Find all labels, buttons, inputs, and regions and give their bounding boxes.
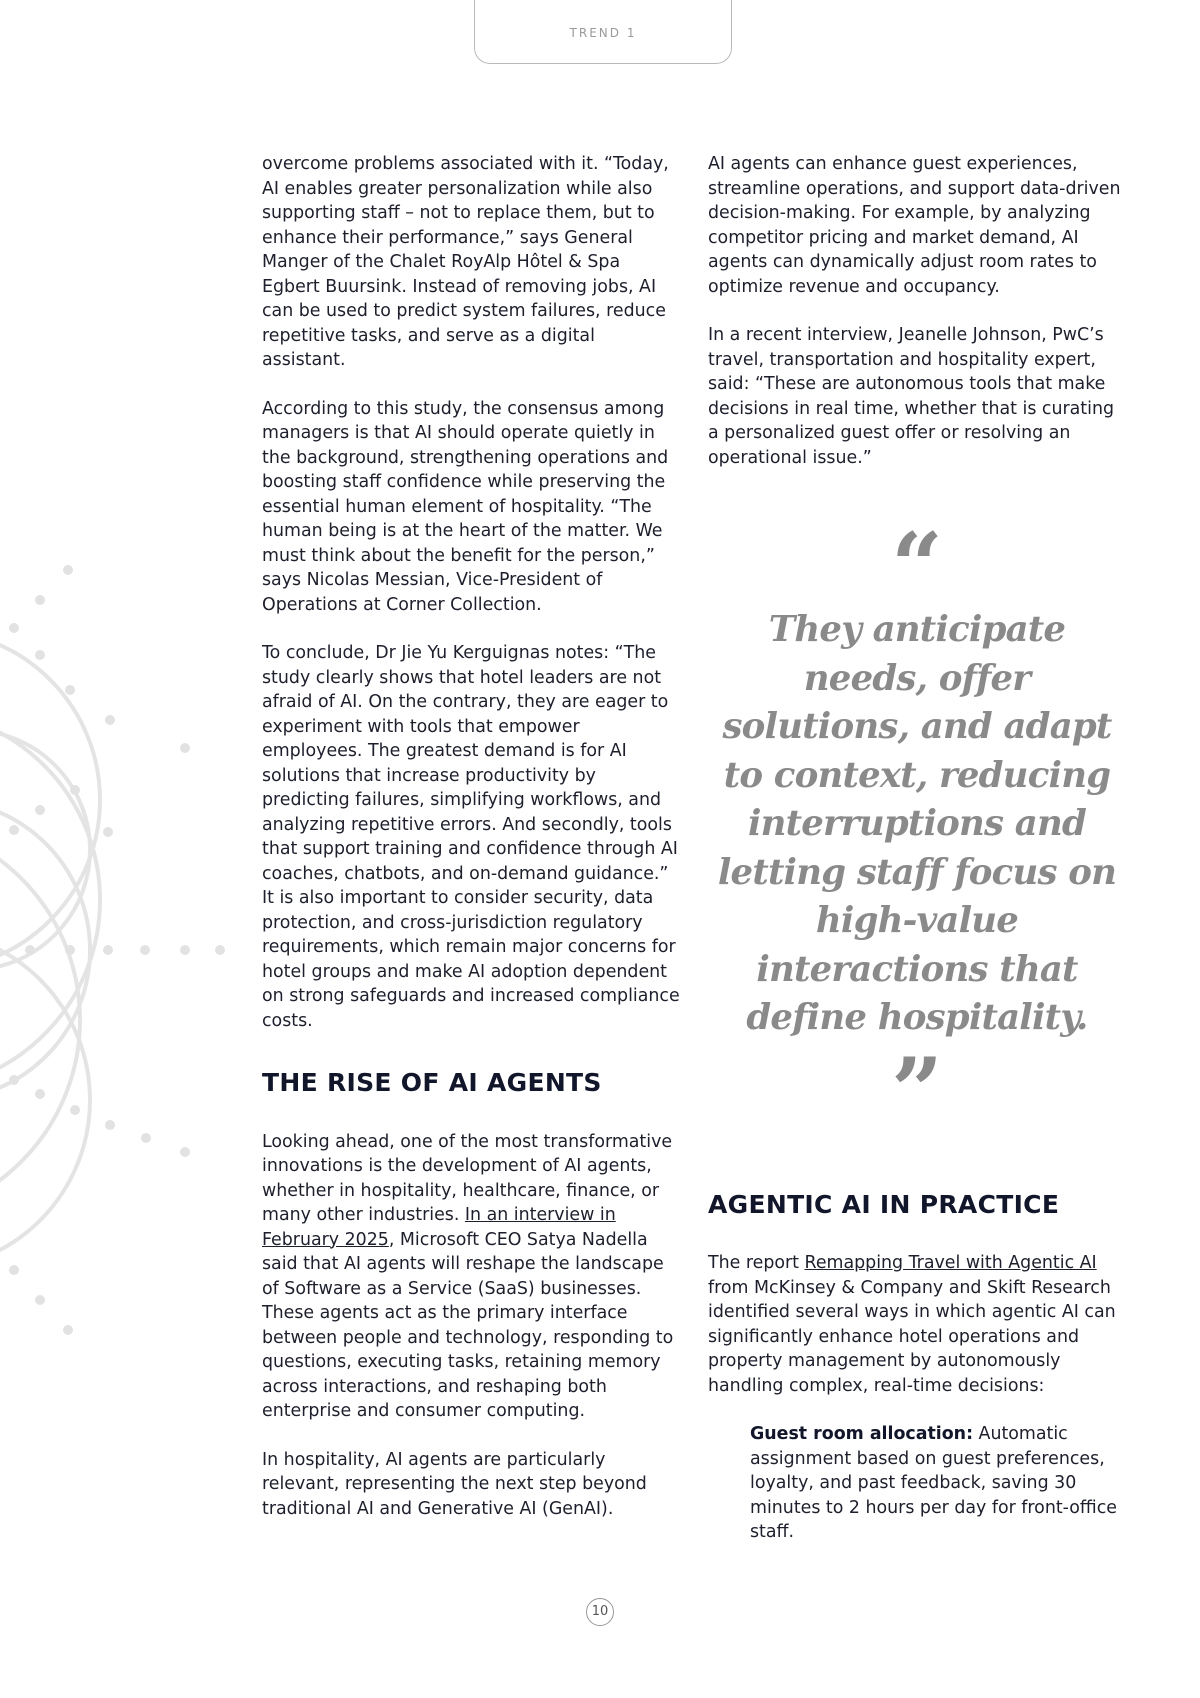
right-paragraph-3-end: from McKinsey & Company and Skift Research identified several ways in which agentic AI can significantly enhance hotel operations and property management by autonomously handling complex, real-time decisions: bbox=[708, 1277, 1116, 1396]
decorative-circles-graphic bbox=[0, 0, 240, 1400]
left-paragraph-4-start: Looking ahead, one of the most transformative innovations is the development of AI agents, whether in hospitality, healthcare, finance, or many other industries. bbox=[262, 1131, 673, 1225]
right-paragraph-3-start: The report bbox=[708, 1253, 805, 1273]
section-tab-label: TREND 1 bbox=[569, 26, 637, 40]
right-paragraph-2: In a recent interview, Jeanelle Johnson, PwC’s travel, transportation and hospitality expert, said: “These are autonomous tools that make decisions in real time, whether that is curating a personalized guest offer or resolving an operational issue.” bbox=[708, 325, 1115, 468]
open-quote-mark: “ bbox=[891, 513, 943, 619]
right-column bbox=[708, 152, 1126, 1569]
item-label: Guest room allocation: bbox=[750, 1424, 974, 1444]
close-quote-mark: ” bbox=[891, 1037, 943, 1144]
left-paragraph-4-end: , Microsoft CEO Satya Nadella said that AI agents will reshape the landscape of Software as a Service (SaaS) businesses. These agents act as the primary interface between people and technology, responding to questions, executing tasks, retaining memory across interactions, and reshaping both enterprise and consumer computing. bbox=[262, 1229, 674, 1421]
heading-agentic-ai-in-practice: AGENTIC AI IN PRACTICE bbox=[708, 1189, 1060, 1219]
left-paragraph-4 bbox=[262, 1130, 680, 1424]
page-number: 10 bbox=[586, 1598, 614, 1626]
left-paragraph-2: According to this study, the consensus among managers is that AI should operate quietly in the background, strengthening operations and boosting staff confidence while preserving the essential human element of hospitality. “The human being is at the heart of the matter. We must think about the benefit for the person,” says Nicolas Messian, Vice-President of Operations at Corner Collection. bbox=[262, 398, 669, 615]
left-paragraph-3: To conclude, Dr Jie Yu Kerguignas notes: “The study clearly shows that hotel leaders are not afraid of AI. On the contrary, they are eager to experiment with tools that empower employees. The greatest demand is for AI solutions that increase productivity by predicting failures, simplifying workflows, and analyzing repetitive errors. And secondly, tools that support training and confidence through AI coaches, chatbots, and on-demand guidance.” It is also important to consider security, data protection, and cross-jurisdiction regulatory requirements, which remain major concerns for hotel groups and make AI adoption dependent on strong safeguards and increased compliance costs. bbox=[262, 643, 680, 1031]
pull-quote-text: They anticipate needs, offer solutions, and adapt to context, reducing interruptions and letting staff focus on high-value interactions that define hospitality. bbox=[717, 609, 1117, 1038]
left-column bbox=[262, 152, 680, 1545]
left-paragraph-1: overcome problems associated with it. “Today, AI enables greater personalization while also supporting staff – not to replace them, but to enhance their performance,” says General Manger of the Chalet RoyAlp Hôtel & Spa Egbert Buursink. Instead of removing jobs, AI can be used to predict system failures, reduce repetitive tasks, and serve as a digital assistant. bbox=[262, 154, 669, 370]
right-paragraph-1: AI agents can enhance guest experiences, streamline operations, and support data-driven decision-making. For example, by analyzing competitor pricing and market demand, AI agents can dynamically adjust room rates to optimize revenue and occupancy. bbox=[708, 154, 1121, 297]
report-link[interactable]: Remapping Travel with Agentic AI bbox=[804, 1253, 1097, 1273]
item-text: Automatic assignment based on guest preferences, loyalty, and past feedback, saving 30 minutes to 2 hours per day for front-office staff. bbox=[750, 1424, 1117, 1542]
guest-room-allocation-item bbox=[750, 1422, 1126, 1545]
section-tab bbox=[474, 0, 732, 64]
right-paragraph-3 bbox=[708, 1251, 1126, 1398]
interview-link[interactable]: In an interview in February 2025 bbox=[262, 1205, 616, 1250]
heading-rise-of-ai-agents: THE RISE OF AI AGENTS bbox=[262, 1068, 602, 1097]
left-paragraph-5: In hospitality, AI agents are particularly relevant, representing the next step beyond traditional AI and Generative AI (GenAI). bbox=[262, 1449, 647, 1519]
pull-quote bbox=[708, 513, 1126, 1144]
